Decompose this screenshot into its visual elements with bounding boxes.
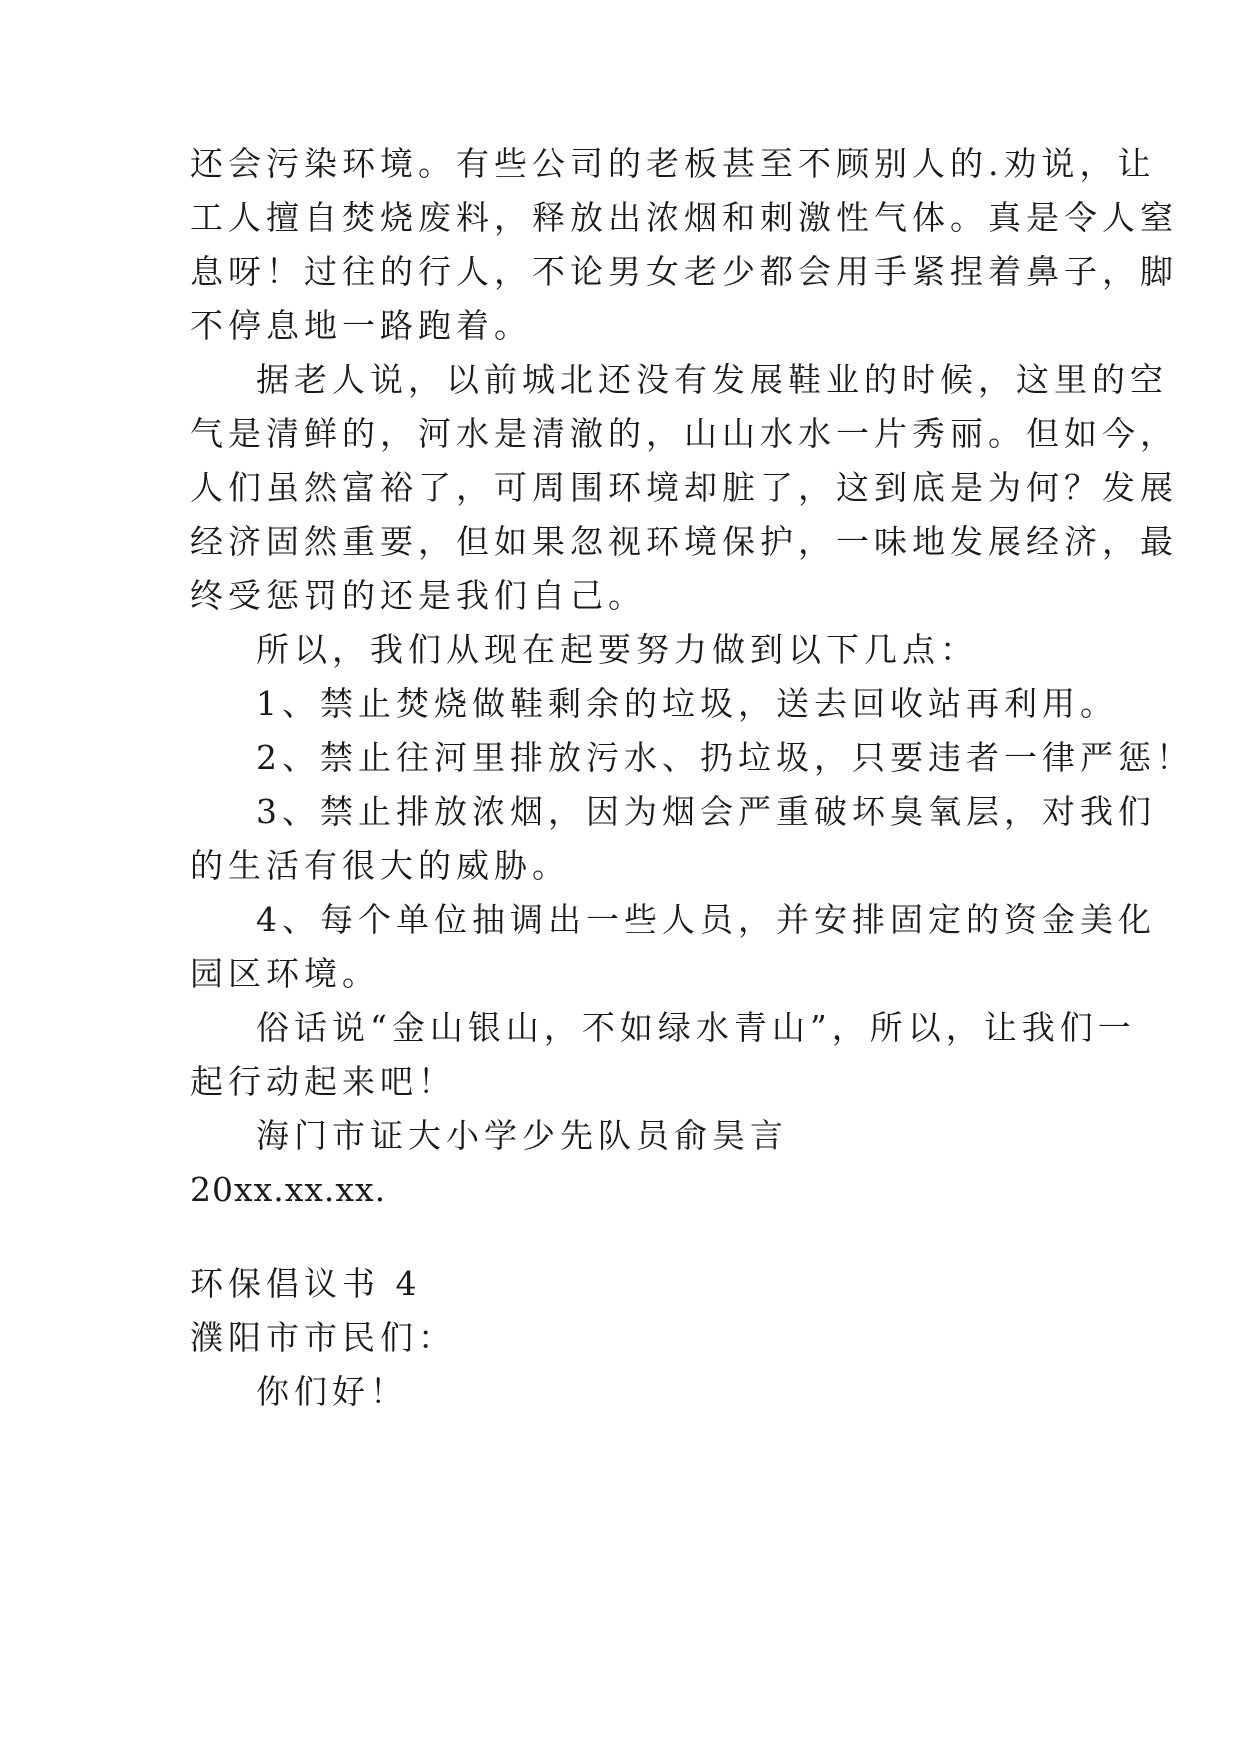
closing-line-1: 俗话说“金山银山，不如绿水青山”，所以，让我们一 xyxy=(256,1008,1136,1047)
paragraph-1-line-1: 还会污染环境。有些公司的老板甚至不顾别人的.劝说，让 xyxy=(190,144,1156,183)
list-item-4-line-1: 4、每个单位抽调出一些人员，并安排固定的资金美化 xyxy=(256,900,1156,939)
salutation: 濮阳市市民们： xyxy=(190,1318,456,1357)
signature: 海门市证大小学少先队员俞昊言 xyxy=(256,1116,788,1155)
paragraph-1-line-2: 工人擅自焚烧废料，释放出浓烟和刺激性气体。真是令人窒 xyxy=(190,198,1178,237)
paragraph-1-line-4: 不停息地一路跑着。 xyxy=(190,306,532,345)
paragraph-1-line-3: 息呀！过往的行人，不论男女老少都会用手紧捏着鼻子，脚 xyxy=(190,252,1178,291)
list-item-3-line-1: 3、禁止排放浓烟，因为烟会严重破坏臭氧层，对我们 xyxy=(256,792,1156,831)
list-item-4-line-2: 园区环境。 xyxy=(190,954,380,993)
paragraph-2-line-2: 气是清鲜的，河水是清澈的，山山水水一片秀丽。但如今， xyxy=(190,414,1178,453)
date: 20xx.xx.xx. xyxy=(190,1170,387,1209)
paragraph-2-line-1: 据老人说，以前城北还没有发展鞋业的时候，这里的空 xyxy=(256,360,1168,399)
paragraph-3: 所以，我们从现在起要努力做到以下几点： xyxy=(256,630,978,669)
list-item-2: 2、禁止往河里排放污水、扔垃圾，只要违者一律严惩！ xyxy=(256,738,1194,777)
paragraph-2-line-5: 终受惩罚的还是我们自己。 xyxy=(190,576,646,615)
paragraph-2-line-3: 人们虽然富裕了，可周围环境却脏了，这到底是为何？发展 xyxy=(190,468,1178,507)
closing-line-2: 起行动起来吧！ xyxy=(190,1062,456,1101)
list-item-1: 1、禁止焚烧做鞋剩余的垃圾，送去回收站再利用。 xyxy=(256,684,1118,723)
greeting: 你们好！ xyxy=(256,1372,408,1411)
next-document-title: 环保倡议书 4 xyxy=(190,1264,422,1303)
paragraph-2-line-4: 经济固然重要，但如果忽视环境保护，一味地发展经济，最 xyxy=(190,522,1178,561)
list-item-3-line-2: 的生活有很大的威胁。 xyxy=(190,846,570,885)
